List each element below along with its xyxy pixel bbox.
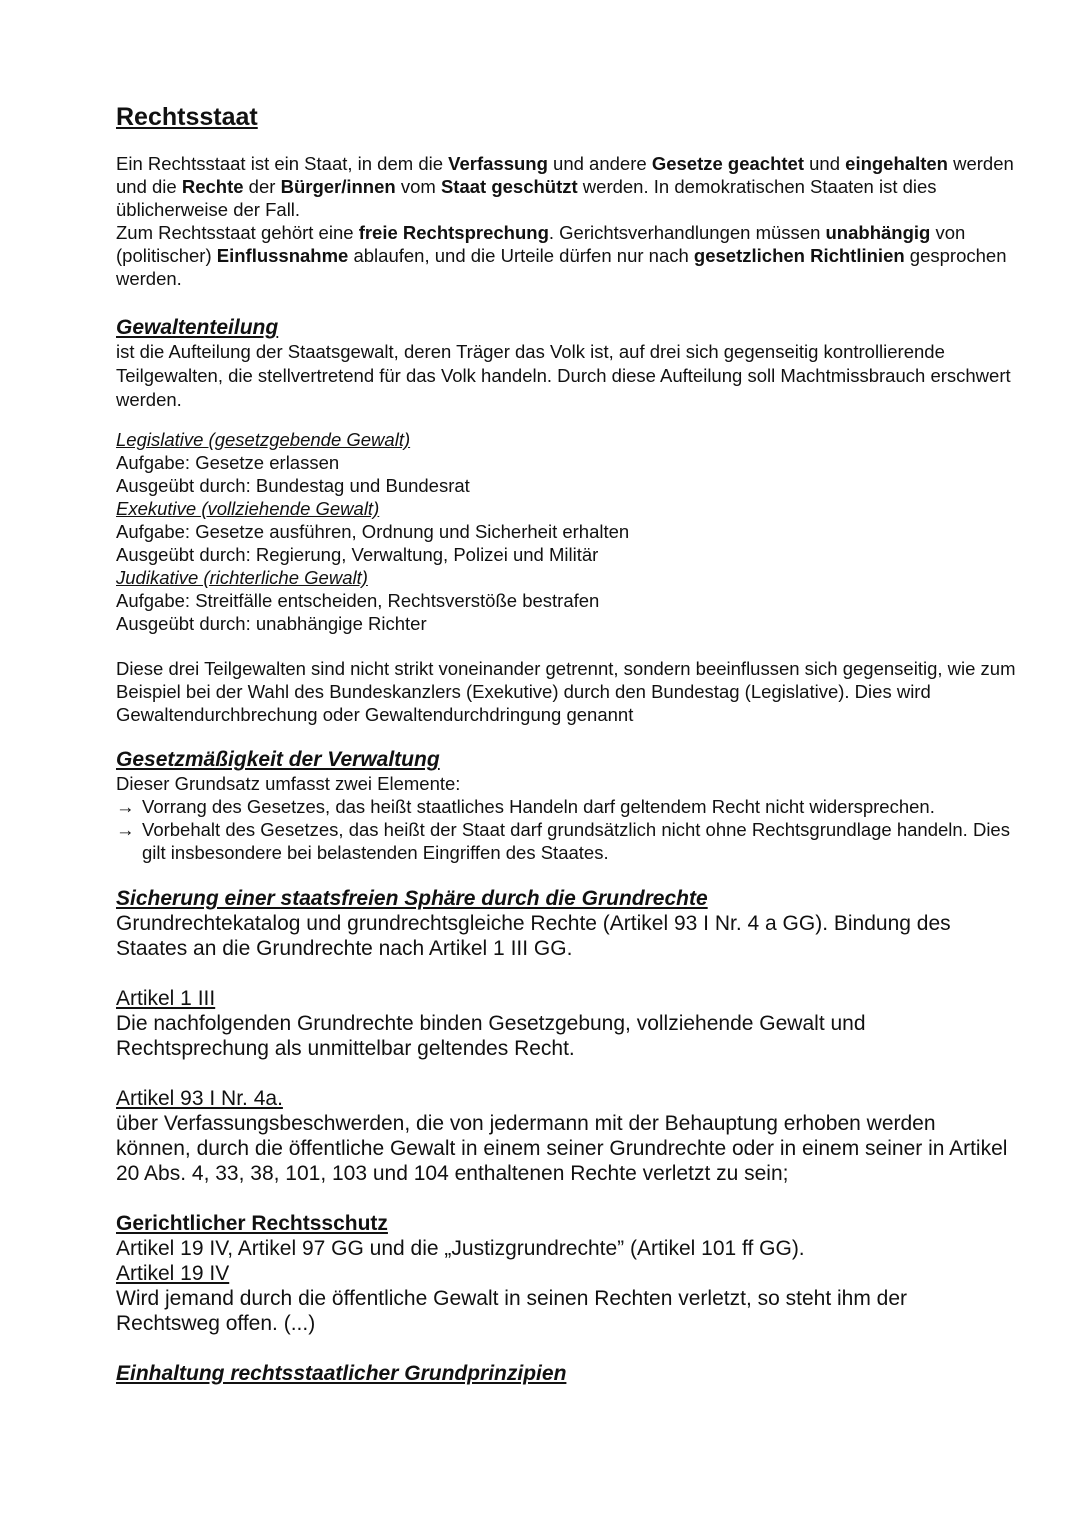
einhaltung-heading: Einhaltung rechtsstaatlicher Grundprinzipien xyxy=(116,1362,567,1385)
arrow-right-icon: → xyxy=(116,819,135,840)
judikative-heading: Judikative (richterliche Gewalt) xyxy=(116,567,368,588)
gewaltenteilung-text: ist die Aufteilung der Staatsgewalt, deren Träger das Volk ist, auf drei sich gegenseitig kontrollierende Teilgewalten, die stellvertretend für das Volk handeln. Durch diese Aufteilung soll Machtmissbrauch erschwert werden. xyxy=(116,341,1011,410)
rechtsprechung-paragraph: Zum Rechtsstaat gehört eine freie Rechtsprechung. Gerichtsverhandlungen müssen unabhängig von (politischer) Einflussnahme ablaufen, und die Urteile dürfen nur nach gesetzlichen Richtlinien gesprochen werden. xyxy=(116,222,1007,289)
legislative-heading: Legislative (gesetzgebende Gewalt) xyxy=(116,429,411,450)
exekutive-aufgabe: Aufgabe: Gesetze ausführen, Ordnung und Sicherheit erhalten xyxy=(116,521,630,542)
vorbehalt-text: Vorbehalt des Gesetzes, das heißt der Staat darf grundsätzlich nicht ohne Rechtsgrundlage handeln. Dies gilt insbesondere bei belastenden Eingriffen des Staates. xyxy=(142,819,1010,863)
exekutive-heading: Exekutive (vollziehende Gewalt) xyxy=(116,498,380,519)
exekutive-ausgeuebt: Ausgeübt durch: Regierung, Verwaltung, Polizei und Militär xyxy=(116,544,599,565)
vorrang-text: Vorrang des Gesetzes, das heißt staatliches Handeln darf geltendem Recht nicht widersprechen. xyxy=(142,796,935,817)
judikative-aufgabe: Aufgabe: Streitfälle entscheiden, Rechtsverstöße bestrafen xyxy=(116,590,600,611)
judikative-ausgeuebt: Ausgeübt durch: unabhängige Richter xyxy=(116,613,427,634)
artikel-19-text: Wird jemand durch die öffentliche Gewalt in seinen Rechten verletzt, so steht ihm der Rechtsweg offen. (...) xyxy=(116,1287,908,1335)
sicherung-text: Grundrechtekatalog und grundrechtsgleiche Rechte (Artikel 93 I Nr. 4 a GG). Bindung des Staates an die Grundrechte nach Artikel 1 III GG. xyxy=(116,912,951,960)
artikel-1-text: Die nachfolgenden Grundrechte binden Gesetzgebung, vollziehende Gewalt und Rechtsprechung als unmittelbar geltendes Recht. xyxy=(116,1012,866,1060)
legislative-aufgabe: Aufgabe: Gesetze erlassen xyxy=(116,452,340,473)
artikel-93-text: über Verfassungsbeschwerden, die von jedermann mit der Behauptung erhoben werden können, durch die öffentliche Gewalt in einem seiner Grundrechte oder in einem seiner in Artikel 20 Abs. 4, 33, 38, 101, 103 und 104 enthaltenen Rechte verletzt zu sein; xyxy=(116,1112,1008,1185)
rechtsschutz-text: Artikel 19 IV, Artikel 97 GG und die „Justizgrundrechte” (Artikel 101 ff GG). xyxy=(116,1237,805,1260)
sicherung-heading: Sicherung einer staatsfreien Sphäre durch die Grundrechte xyxy=(116,887,708,910)
gesetzmaessigkeit-intro: Dieser Grundsatz umfasst zwei Elemente: xyxy=(116,773,461,794)
gesetzmaessigkeit-heading: Gesetzmäßigkeit der Verwaltung xyxy=(116,748,440,771)
list-item xyxy=(116,818,1016,864)
document-page xyxy=(116,100,1016,1386)
artikel-93-heading: Artikel 93 I Nr. 4a. xyxy=(116,1087,283,1110)
legislative-ausgeuebt: Ausgeübt durch: Bundestag und Bundesrat xyxy=(116,475,470,496)
list-item xyxy=(116,795,1016,818)
artikel-1-heading: Artikel 1 III xyxy=(116,987,216,1010)
intro-paragraph: Ein Rechtsstaat ist ein Staat, in dem die Verfassung und andere Gesetze geachtet und eingehalten werden und die Rechte der Bürger/innen vom Staat geschützt werden. In demokratischen Staaten ist dies üblicherweise der Fall. xyxy=(116,153,1014,220)
artikel-19-heading: Artikel 19 IV xyxy=(116,1262,230,1285)
gewaltendurchbrechung-text: Diese drei Teilgewalten sind nicht strikt voneinander getrennt, sondern beeinflussen sich gegenseitig, wie zum Beispiel bei der Wahl des Bundeskanzlers (Exekutive) durch den Bundestag (Legislative). Dies wird Gewaltendurchbrechung oder Gewaltendurchdringung genannt xyxy=(116,658,1016,725)
gewaltenteilung-heading: Gewaltenteilung xyxy=(116,316,279,339)
arrow-right-icon: → xyxy=(116,796,135,817)
rechtsschutz-heading: Gerichtlicher Rechtsschutz xyxy=(116,1212,388,1235)
page-title: Rechtsstaat xyxy=(116,103,258,131)
